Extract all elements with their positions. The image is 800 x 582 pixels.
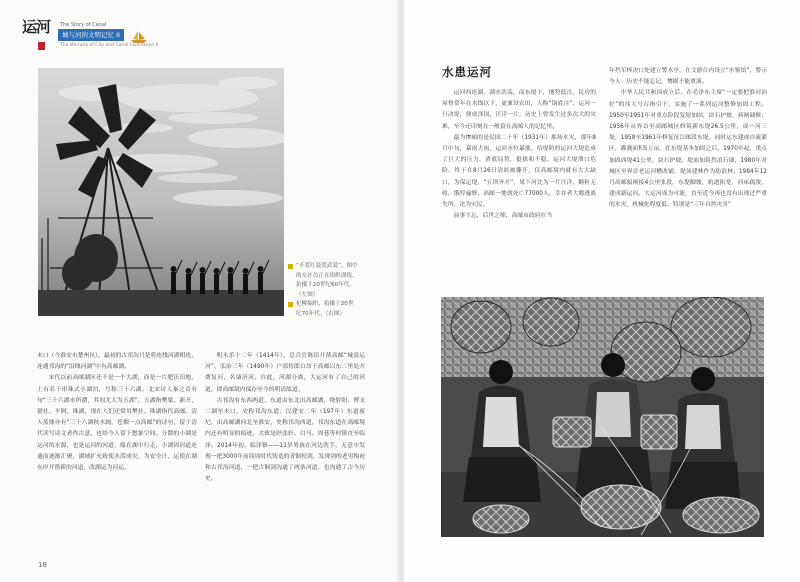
paragraph: 明永乐十二年（1414年），总兵官陈瑄开凿高邮“城南运河”，弘治三年（1490年）户部侍郎白昂于高邮以东三里处开凿复河，名康济河，自此，河湖分离，大运河有了自己的河道，即高邮境内保存至今的明清故道。 xyxy=(205,353,365,393)
caption-right-photo: 杞柳编织，拍摄于20世纪70年代。（右图） xyxy=(288,300,358,319)
logo-calligraphy: 运河 xyxy=(22,18,51,36)
caption-marker-icon xyxy=(288,264,293,269)
paragraph: 宋代以前高邮湖区还不是一个大湖，而是一片肥沃田地，上有若干串珠式小湖泊，号称三十六湖。北宋诗人秦之奇有句“三十六湖水所潴，其间尤大为五湖”，五湖指樊梁、新开、甓社、平阿、珠湖，现在人们还常用樊社、珠湖指代高邮。清人蓝鼎亦有“三十六湖秋水阔，苍烟一点高邮”的诗句，留于清代读写诗文者作古意，也给今人留下想象空间。分散的小湖是运河的水源，也是运河的河道，船在湖中行走，小湖因河道连通而逐渐汇聚，湖域扩充致使水涝成灾，为安全计，运使在湖东岸开凿新的河道，改湖运为河运。 xyxy=(37,375,197,472)
page-number: 18 xyxy=(38,561,47,569)
paragraph: 前事不忘，后世之师，高邮市政府在当 xyxy=(453,213,553,220)
photo-caption xyxy=(288,262,358,319)
logo-english-top: The Story of Canal xyxy=(60,22,107,28)
right-text-column-2 xyxy=(609,66,767,290)
caption-left-photo: “不爱红装爱武装”，图中的女社员正在组织训练，拍摄于20世纪60年代。（左图） xyxy=(288,262,358,300)
page-gutter xyxy=(396,0,406,582)
left-text-column-1 xyxy=(37,351,197,551)
paragraph: 中华人民共和国成立后，在毛泽东主席“一定要把淮河治好”的伟大号召指引下，实施了一系列运河整修加固工程。1950至1951年对重点险段复堤加固，块石护坡，病闸调修；1956年从界首至高邮城区修筑新东堤26.5公里，成一河三堤，1958至1961年修复征江邮段东堤，同时运东建成自流灌区，灌溉面积5万亩。在东堤基本加固之后，1970年起，重点加固西堤41公里，块石护坡，堤面加筑挡浪石墙，1980年对城区至界首老运河槽改铺，堤顶建林作为防浪林；1984年12月高邮船闸接4公里张段，东堤脚坡，航道拓宽，河床疏浚，建成新运河，大运河成为可能，直至近今再也没有出现过严重的水灾，机械化程度低、特别是“三年自然灾害” xyxy=(609,90,767,209)
paragraph: 古邗沟有东西两道，东道由东北出高邮湖，绕射阳、博支二湖至末口，史称邗沟东道；汉建安二年（197年）东道废圮，由高邮湖向北至淮安，史称邗沟西道。邗沟东道在高邮境内还有明显的痕迹，大致是经张轩、白马、周巷等村镇直至临泽。2014年初，临泽镇——11岁男孩在河边洗手，无意中发现一把3000年前商周时代铸造的青铜短剑，发现剑的老男梅祝和古邗沟河道，一把古铜剑沟通了两条河道，也沟通了古今历史。 xyxy=(205,397,365,483)
caption-marker-icon xyxy=(288,302,293,307)
logo-series-title: 城与河的文明记忆 II xyxy=(58,29,124,41)
section-title: 水患运河 xyxy=(442,65,492,79)
paragraph: 年挡军棒决口处建立警水亭，在文游台内设立“水鉴馆”，警示今人：历史不能忘记，惨剧不能重演。 xyxy=(609,68,767,86)
logo-seal xyxy=(38,42,45,50)
sailing-ship-icon xyxy=(130,30,148,44)
paragraph: 运河西连湖，湖水浩荡，而东堤下，地势低洼，民房的屋脊常年在水线以下，更兼设农田，人称“锅底洼”，运河一旦决堤，便成泽国，汪洋一片，历史上曾发生过多次大的灾难，至今还印刻在一般留在高邮人的记忆里。 xyxy=(442,90,596,130)
series-logo xyxy=(22,18,159,54)
windmill-photo xyxy=(38,68,284,316)
left-text-column-2 xyxy=(205,351,365,551)
paragraph: 最为惨痛的是民国二十年（1931年）那场水灾，那年8月中旬，暴雨大雨，运河水位暴涨，给堤防的运河大堤造成了巨大的压力，渣底局势，挺拔和不稳，运河大堤溃口危险。终于在8月26日清晨被撕开，仅高邮境内就有大大缺口，为保运堤，“五坝齐开”，果下河比为一片汪洋，颗粒无收，饿殍遍野，高邮一地就死亡77000人，幸存者大都逃离失所，沦为灾民。 xyxy=(442,134,596,209)
paragraph: 末口（今淮安市楚州区）。最初的古邗沟只是将连线河湖相连，连通邗沟的“沿线河湖”中有高邮湖。 xyxy=(37,353,197,371)
basket-weaving-photo xyxy=(441,297,764,537)
logo-english-bottom: The Memory of City and Canal Civilization II xyxy=(60,43,159,48)
right-text-column-1 xyxy=(442,88,596,288)
